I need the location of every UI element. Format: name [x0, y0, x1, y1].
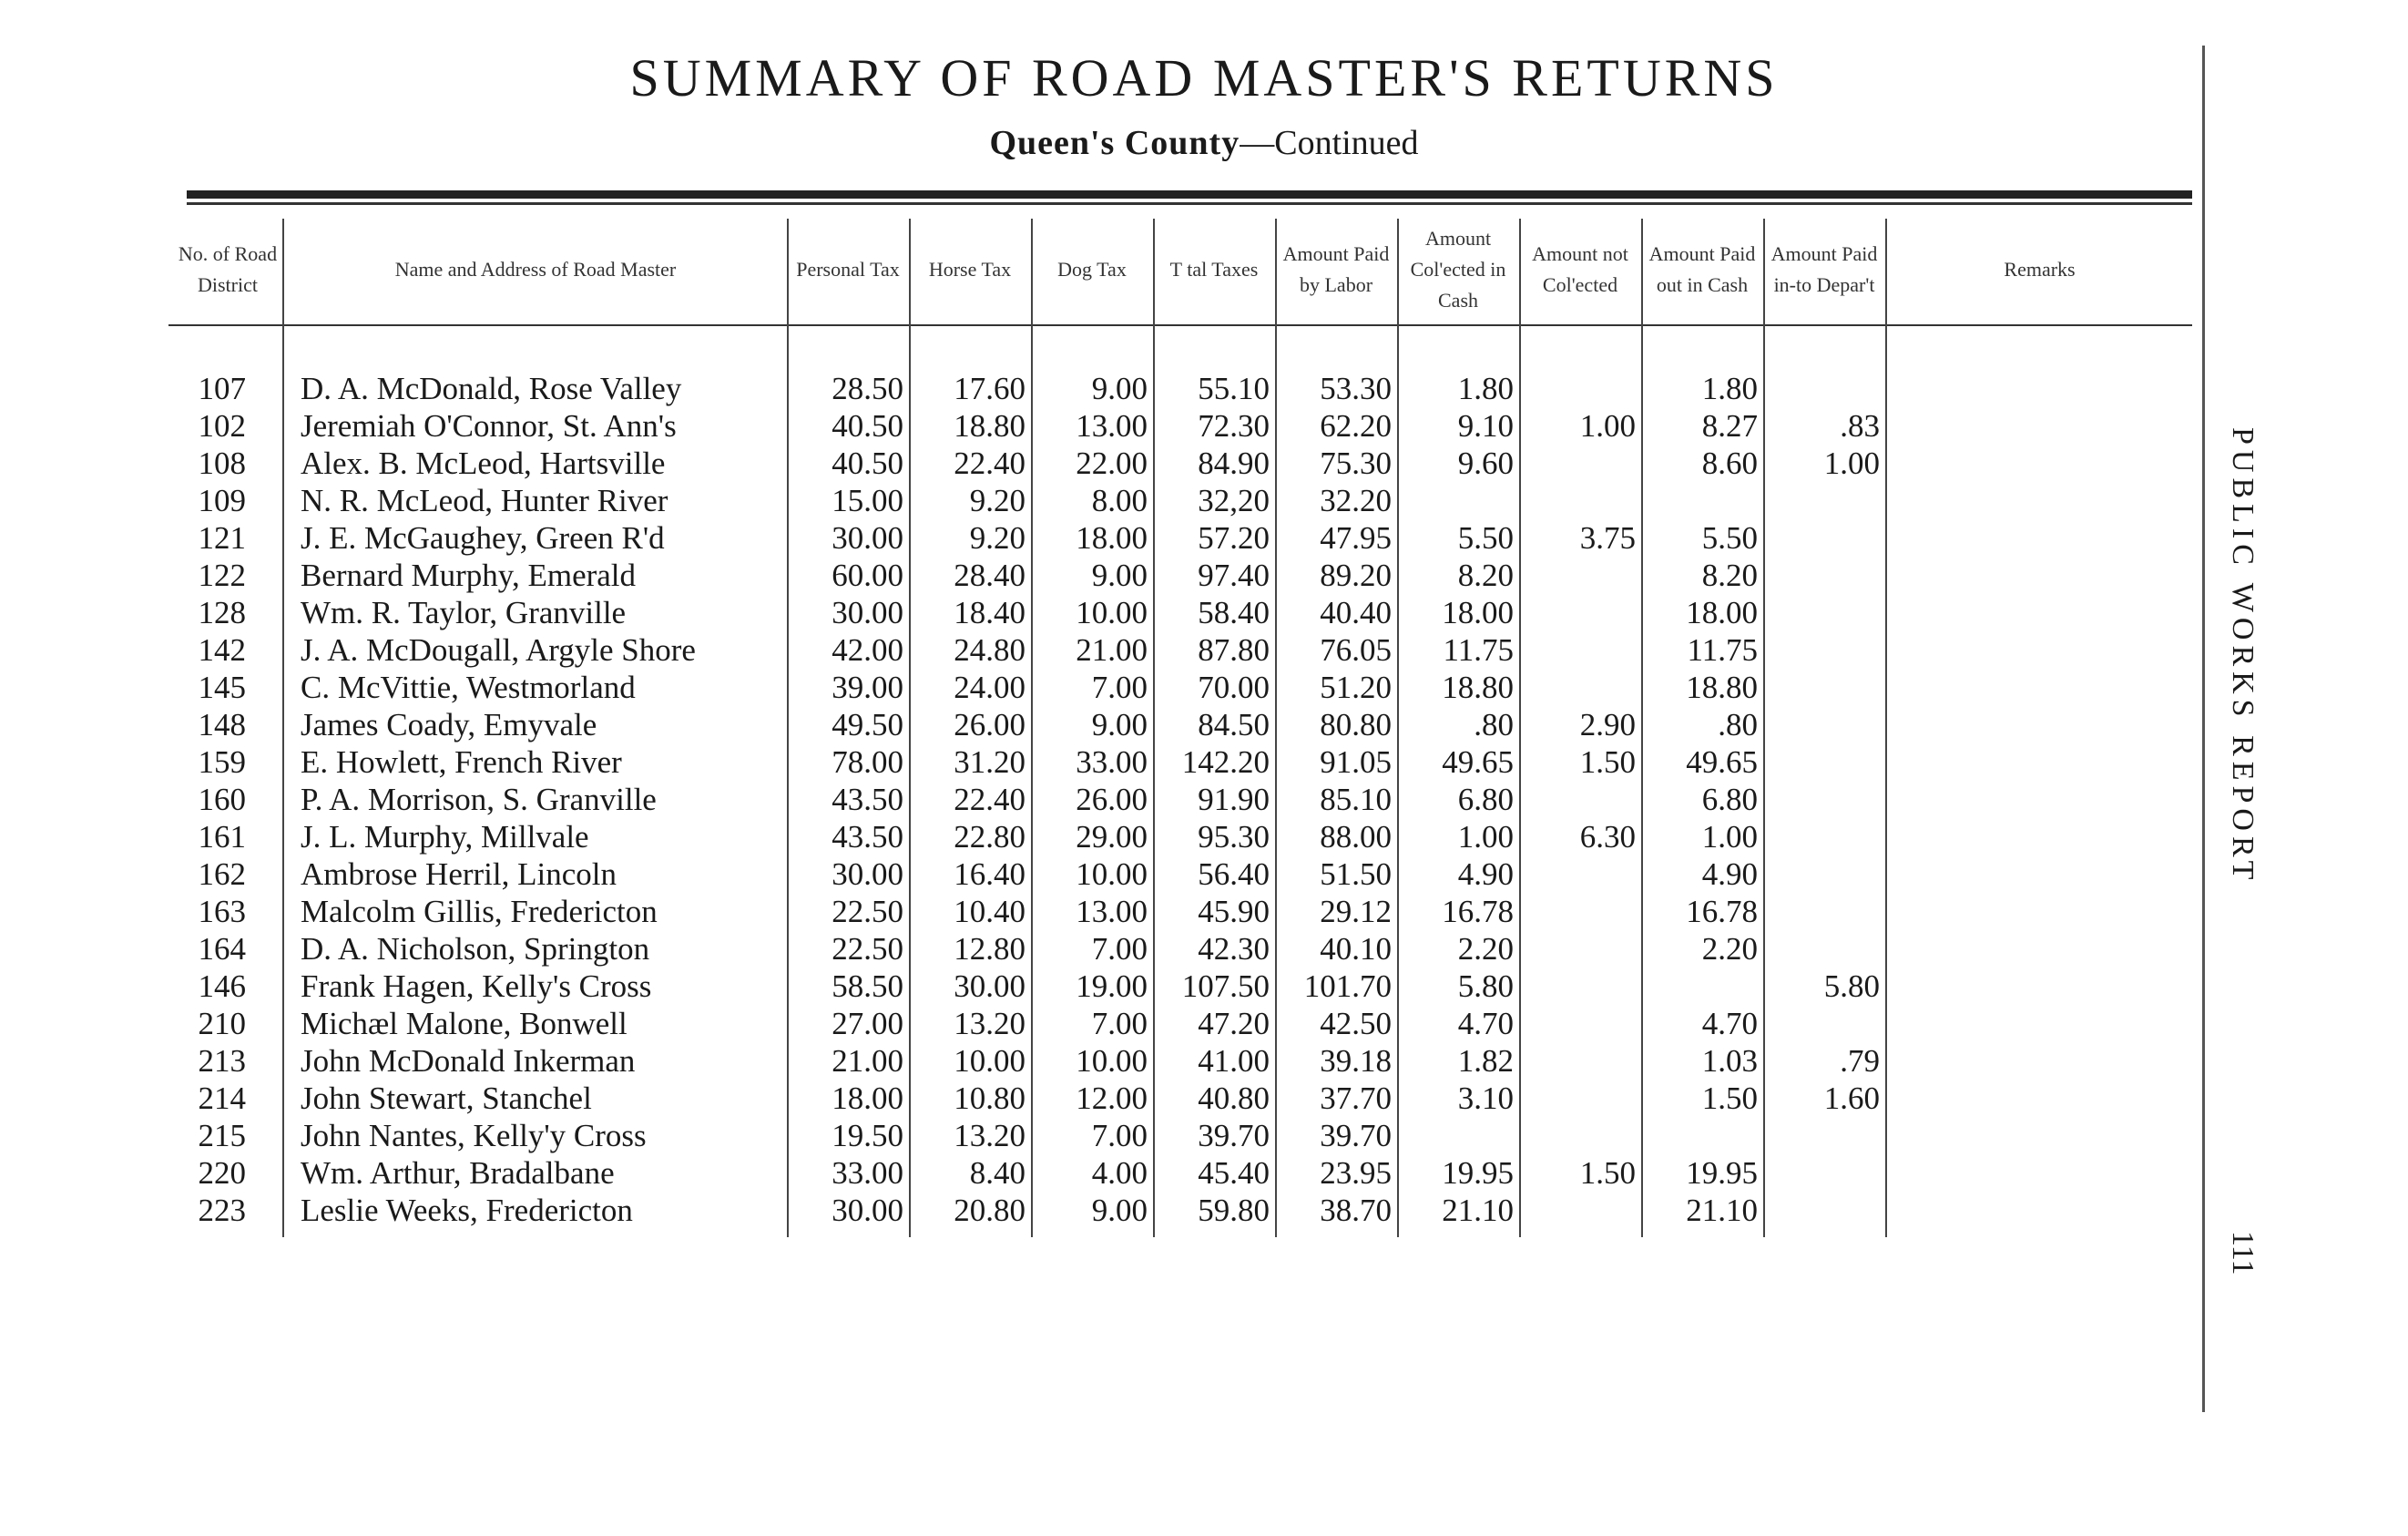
horse-tax: 24.80: [954, 632, 1025, 668]
total-taxes: 142.20: [1181, 744, 1270, 780]
horse-tax: 10.40: [954, 894, 1025, 929]
total-taxes: 72.30: [1198, 408, 1270, 444]
district-number: 107: [198, 371, 246, 406]
paid-out-in-cash: .80: [1718, 707, 1758, 742]
paid-out-in-cash: 4.90: [1701, 856, 1758, 892]
paid-by-labor: 91.05: [1320, 744, 1392, 780]
header-total-taxes: T tal Taxes: [1169, 258, 1259, 281]
paid-out-in-cash: 4.70: [1701, 1006, 1758, 1041]
district-number: 210: [198, 1006, 246, 1041]
personal-tax: 43.50: [832, 819, 903, 855]
district-number: 220: [198, 1155, 246, 1191]
personal-tax: 22.50: [832, 931, 903, 967]
paid-out-in-cash: 2.20: [1701, 931, 1758, 967]
collected-in-cash: 5.50: [1457, 520, 1514, 556]
dog-tax: 7.00: [1091, 1006, 1148, 1041]
county-name: Queen's County: [989, 124, 1240, 162]
paid-by-labor: 51.50: [1320, 856, 1392, 892]
collected-in-cash: 3.10: [1457, 1080, 1514, 1116]
personal-tax: 18.00: [832, 1080, 903, 1116]
collected-in-cash: 4.90: [1457, 856, 1514, 892]
paid-out-in-cash: 49.65: [1686, 744, 1758, 780]
header-paid-into-dept: Amount Paid in-to Depar't: [1770, 242, 1878, 296]
collected-in-cash: 49.65: [1442, 744, 1514, 780]
column-divider: [1885, 219, 1887, 1237]
horse-tax: 8.40: [969, 1155, 1025, 1191]
dog-tax: 9.00: [1091, 371, 1148, 406]
personal-tax: 60.00: [832, 558, 903, 593]
horse-tax: 9.20: [969, 520, 1025, 556]
road-master-name: J. E. McGaughey, Green R'd: [301, 520, 665, 556]
header-horse-tax: Horse Tax: [928, 258, 1012, 281]
total-taxes: 91.90: [1198, 782, 1270, 817]
road-master-name: N. R. McLeod, Hunter River: [301, 483, 668, 518]
total-taxes: 32,20: [1198, 483, 1270, 518]
paid-into-dept: 1.00: [1823, 445, 1880, 481]
personal-tax: 30.00: [832, 520, 903, 556]
paid-by-labor: 29.12: [1320, 894, 1392, 929]
district-number: 164: [198, 931, 246, 967]
total-taxes: 70.00: [1198, 670, 1270, 705]
collected-in-cash: 1.82: [1457, 1043, 1514, 1079]
horse-tax: 30.00: [954, 968, 1025, 1004]
total-taxes: 40.80: [1198, 1080, 1270, 1116]
district-number: 163: [198, 894, 246, 929]
personal-tax: 27.00: [832, 1006, 903, 1041]
district-number: 214: [198, 1080, 246, 1116]
total-taxes: 45.40: [1198, 1155, 1270, 1191]
horse-tax: 22.80: [954, 819, 1025, 855]
paid-by-labor: 40.10: [1320, 931, 1392, 967]
header-name: Name and Address of Road Master: [394, 258, 677, 281]
dog-tax: 7.00: [1091, 1118, 1148, 1153]
paid-by-labor: 76.05: [1320, 632, 1392, 668]
paid-into-dept: 5.80: [1823, 968, 1880, 1004]
dog-tax: 4.00: [1091, 1155, 1148, 1191]
total-taxes: 39.70: [1198, 1118, 1270, 1153]
horse-tax: 31.20: [954, 744, 1025, 780]
paid-into-dept: 1.60: [1823, 1080, 1880, 1116]
paid-into-dept: .83: [1840, 408, 1880, 444]
personal-tax: 40.50: [832, 408, 903, 444]
top-rule-thin: [187, 202, 2192, 205]
road-master-name: John Stewart, Stanchel: [301, 1080, 592, 1116]
road-master-name: C. McVittie, Westmorland: [301, 670, 636, 705]
total-taxes: 45.90: [1198, 894, 1270, 929]
page-number-box: [2215, 1225, 2270, 1280]
paid-by-labor: 37.70: [1320, 1080, 1392, 1116]
paid-out-in-cash: 8.27: [1701, 408, 1758, 444]
horse-tax: 18.40: [954, 595, 1025, 630]
page-title: SUMMARY OF ROAD MASTER'S RETURNS: [629, 48, 1779, 108]
district-number: 159: [198, 744, 246, 780]
road-master-name: J. L. Murphy, Millvale: [301, 819, 589, 855]
paid-out-in-cash: 8.60: [1701, 445, 1758, 481]
personal-tax: 19.50: [832, 1118, 903, 1153]
paid-by-labor: 39.70: [1320, 1118, 1392, 1153]
road-master-name: Alex. B. McLeod, Hartsville: [301, 445, 666, 481]
district-number: 102: [198, 408, 246, 444]
dog-tax: 13.00: [1076, 894, 1148, 929]
dog-tax: 8.00: [1091, 483, 1148, 518]
paid-into-dept: .79: [1840, 1043, 1880, 1079]
collected-in-cash: 8.20: [1457, 558, 1514, 593]
dog-tax: 19.00: [1076, 968, 1148, 1004]
horse-tax: 22.40: [954, 782, 1025, 817]
horse-tax: 17.60: [954, 371, 1025, 406]
total-taxes: 47.20: [1198, 1006, 1270, 1041]
horse-tax: 12.80: [954, 931, 1025, 967]
paid-by-labor: 53.30: [1320, 371, 1392, 406]
road-master-name: Wm. R. Taylor, Granville: [301, 595, 627, 630]
collected-in-cash: 1.80: [1457, 371, 1514, 406]
road-master-name: E. Howlett, French River: [301, 744, 622, 780]
header-remarks: Remarks: [2004, 258, 2076, 281]
collected-in-cash: 19.95: [1442, 1155, 1514, 1191]
paid-by-labor: 75.30: [1320, 445, 1392, 481]
district-number: 121: [198, 520, 246, 556]
personal-tax: 58.50: [832, 968, 903, 1004]
road-master-name: Jeremiah O'Connor, St. Ann's: [301, 408, 677, 444]
paid-out-in-cash: 1.50: [1701, 1080, 1758, 1116]
horse-tax: 20.80: [954, 1193, 1025, 1228]
total-taxes: 84.50: [1198, 707, 1270, 742]
column-divider: [282, 219, 284, 1237]
paid-by-labor: 38.70: [1320, 1193, 1392, 1228]
paid-by-labor: 32.20: [1320, 483, 1392, 518]
running-head: [2215, 428, 2270, 884]
total-taxes: 84.90: [1198, 445, 1270, 481]
horse-tax: 10.80: [954, 1080, 1025, 1116]
paid-out-in-cash: 5.50: [1701, 520, 1758, 556]
top-rule-thick: [187, 190, 2192, 199]
district-number: 160: [198, 782, 246, 817]
paid-out-in-cash: 6.80: [1701, 782, 1758, 817]
road-master-name: Ambrose Herril, Lincoln: [301, 856, 617, 892]
paid-out-in-cash: 11.75: [1687, 632, 1758, 668]
dog-tax: 29.00: [1076, 819, 1148, 855]
dog-tax: 7.00: [1091, 670, 1148, 705]
dog-tax: 21.00: [1076, 632, 1148, 668]
district-number: 146: [198, 968, 246, 1004]
collected-in-cash: 18.80: [1442, 670, 1514, 705]
dog-tax: 7.00: [1091, 931, 1148, 967]
collected-in-cash: 6.80: [1457, 782, 1514, 817]
dog-tax: 33.00: [1076, 744, 1148, 780]
horse-tax: 24.00: [954, 670, 1025, 705]
personal-tax: 21.00: [832, 1043, 903, 1079]
horse-tax: 22.40: [954, 445, 1025, 481]
personal-tax: 30.00: [832, 1193, 903, 1228]
header-not-collected: Amount not Col'ected: [1532, 242, 1628, 296]
paid-by-labor: 85.10: [1320, 782, 1392, 817]
district-number: 162: [198, 856, 246, 892]
road-master-name: D. A. McDonald, Rose Valley: [301, 371, 682, 406]
paid-by-labor: 101.70: [1303, 968, 1392, 1004]
collected-in-cash: 11.75: [1443, 632, 1514, 668]
dog-tax: 18.00: [1076, 520, 1148, 556]
road-master-name: P. A. Morrison, S. Granville: [301, 782, 657, 817]
district-number: 215: [198, 1118, 246, 1153]
road-master-name: D. A. Nicholson, Springton: [301, 931, 650, 967]
horse-tax: 16.40: [954, 856, 1025, 892]
district-number: 142: [198, 632, 246, 668]
header-dog-tax: Dog Tax: [1057, 258, 1127, 281]
horse-tax: 26.00: [954, 707, 1025, 742]
collected-in-cash: 2.20: [1457, 931, 1514, 967]
horse-tax: 13.20: [954, 1118, 1025, 1153]
paid-out-in-cash: 21.10: [1686, 1193, 1758, 1228]
personal-tax: 28.50: [832, 371, 903, 406]
personal-tax: 49.50: [832, 707, 903, 742]
dog-tax: 12.00: [1076, 1080, 1148, 1116]
collected-in-cash: 18.00: [1442, 595, 1514, 630]
dog-tax: 26.00: [1076, 782, 1148, 817]
subtitle-continued: —Continued: [1240, 124, 1419, 162]
road-master-name: Leslie Weeks, Fredericton: [301, 1193, 633, 1228]
paid-by-labor: 23.95: [1320, 1155, 1392, 1191]
paid-out-in-cash: 1.03: [1701, 1043, 1758, 1079]
not-collected: 1.50: [1579, 1155, 1636, 1191]
horse-tax: 13.20: [954, 1006, 1025, 1041]
header-collected-in-cash: Amount Col'ected in Cash: [1410, 227, 1506, 312]
horse-tax: 10.00: [954, 1043, 1025, 1079]
road-master-name: Michæl Malone, Bonwell: [301, 1006, 628, 1041]
total-taxes: 55.10: [1198, 371, 1270, 406]
paid-by-labor: 47.95: [1320, 520, 1392, 556]
total-taxes: 56.40: [1198, 856, 1270, 892]
road-master-name: Malcolm Gillis, Fredericton: [301, 894, 658, 929]
district-number: 109: [198, 483, 246, 518]
total-taxes: 97.40: [1198, 558, 1270, 593]
district-number: 145: [198, 670, 246, 705]
personal-tax: 15.00: [832, 483, 903, 518]
district-number: 148: [198, 707, 246, 742]
paid-out-in-cash: 8.20: [1701, 558, 1758, 593]
total-taxes: 59.80: [1198, 1193, 1270, 1228]
district-number: 213: [198, 1043, 246, 1079]
page-right-border: [2202, 46, 2205, 1412]
collected-in-cash: 16.78: [1442, 894, 1514, 929]
road-master-name: J. A. McDougall, Argyle Shore: [301, 632, 696, 668]
horse-tax: 18.80: [954, 408, 1025, 444]
total-taxes: 107.50: [1181, 968, 1270, 1004]
road-master-name: John Nantes, Kelly'y Cross: [301, 1118, 647, 1153]
collected-in-cash: .80: [1474, 707, 1514, 742]
paid-out-in-cash: 19.95: [1686, 1155, 1758, 1191]
personal-tax: 40.50: [832, 445, 903, 481]
paid-out-in-cash: 1.80: [1701, 371, 1758, 406]
paid-by-labor: 40.40: [1320, 595, 1392, 630]
road-master-name: John McDonald Inkerman: [301, 1043, 636, 1079]
dog-tax: 13.00: [1076, 408, 1148, 444]
total-taxes: 87.80: [1198, 632, 1270, 668]
not-collected: 6.30: [1579, 819, 1636, 855]
header-rule: [168, 324, 2192, 326]
road-master-name: James Coady, Emyvale: [301, 707, 597, 742]
dog-tax: 10.00: [1076, 1043, 1148, 1079]
paid-by-labor: 42.50: [1320, 1006, 1392, 1041]
paid-out-in-cash: 16.78: [1686, 894, 1758, 929]
paid-out-in-cash: 18.00: [1686, 595, 1758, 630]
total-taxes: 41.00: [1198, 1043, 1270, 1079]
side-heading: PUBLIC WORKS REPORT: [2226, 426, 2260, 886]
district-number: 108: [198, 445, 246, 481]
road-master-name: Wm. Arthur, Bradalbane: [301, 1155, 615, 1191]
page-subtitle: [0, 123, 2408, 163]
header-paid-by-labor: Amount Paid by Labor: [1282, 242, 1390, 296]
dog-tax: 10.00: [1076, 856, 1148, 892]
paid-by-labor: 51.20: [1320, 670, 1392, 705]
paid-out-in-cash: 18.80: [1686, 670, 1758, 705]
dog-tax: 22.00: [1076, 445, 1148, 481]
personal-tax: 43.50: [832, 782, 903, 817]
dog-tax: 9.00: [1091, 558, 1148, 593]
personal-tax: 30.00: [832, 856, 903, 892]
paid-by-labor: 88.00: [1320, 819, 1392, 855]
total-taxes: 58.40: [1198, 595, 1270, 630]
district-number: 161: [198, 819, 246, 855]
district-number: 128: [198, 595, 246, 630]
personal-tax: 22.50: [832, 894, 903, 929]
collected-in-cash: 9.60: [1457, 445, 1514, 481]
district-number: 223: [198, 1193, 246, 1228]
paid-out-in-cash: 1.00: [1701, 819, 1758, 855]
paid-by-labor: 62.20: [1320, 408, 1392, 444]
not-collected: 1.00: [1579, 408, 1636, 444]
personal-tax: 42.00: [832, 632, 903, 668]
collected-in-cash: 4.70: [1457, 1006, 1514, 1041]
collected-in-cash: 21.10: [1442, 1193, 1514, 1228]
personal-tax: 33.00: [832, 1155, 903, 1191]
horse-tax: 9.20: [969, 483, 1025, 518]
district-number: 122: [198, 558, 246, 593]
total-taxes: 42.30: [1198, 931, 1270, 967]
dog-tax: 9.00: [1091, 1193, 1148, 1228]
collected-in-cash: 9.10: [1457, 408, 1514, 444]
paid-by-labor: 39.18: [1320, 1043, 1392, 1079]
dog-tax: 10.00: [1076, 595, 1148, 630]
total-taxes: 95.30: [1198, 819, 1270, 855]
header-no: No. of Road District: [178, 242, 278, 296]
road-master-name: Bernard Murphy, Emerald: [301, 558, 637, 593]
paid-by-labor: 89.20: [1320, 558, 1392, 593]
road-master-name: Frank Hagen, Kelly's Cross: [301, 968, 652, 1004]
header-personal-tax: Personal Tax: [796, 258, 900, 281]
not-collected: 1.50: [1579, 744, 1636, 780]
header-paid-out-in-cash: Amount Paid out in Cash: [1648, 242, 1756, 296]
not-collected: 3.75: [1579, 520, 1636, 556]
paid-by-labor: 80.80: [1320, 707, 1392, 742]
collected-in-cash: 1.00: [1457, 819, 1514, 855]
not-collected: 2.90: [1579, 707, 1636, 742]
collected-in-cash: 5.80: [1457, 968, 1514, 1004]
page-number: 111: [2226, 1230, 2260, 1275]
personal-tax: 39.00: [832, 670, 903, 705]
total-taxes: 57.20: [1198, 520, 1270, 556]
personal-tax: 78.00: [832, 744, 903, 780]
dog-tax: 9.00: [1091, 707, 1148, 742]
horse-tax: 28.40: [954, 558, 1025, 593]
personal-tax: 30.00: [832, 595, 903, 630]
